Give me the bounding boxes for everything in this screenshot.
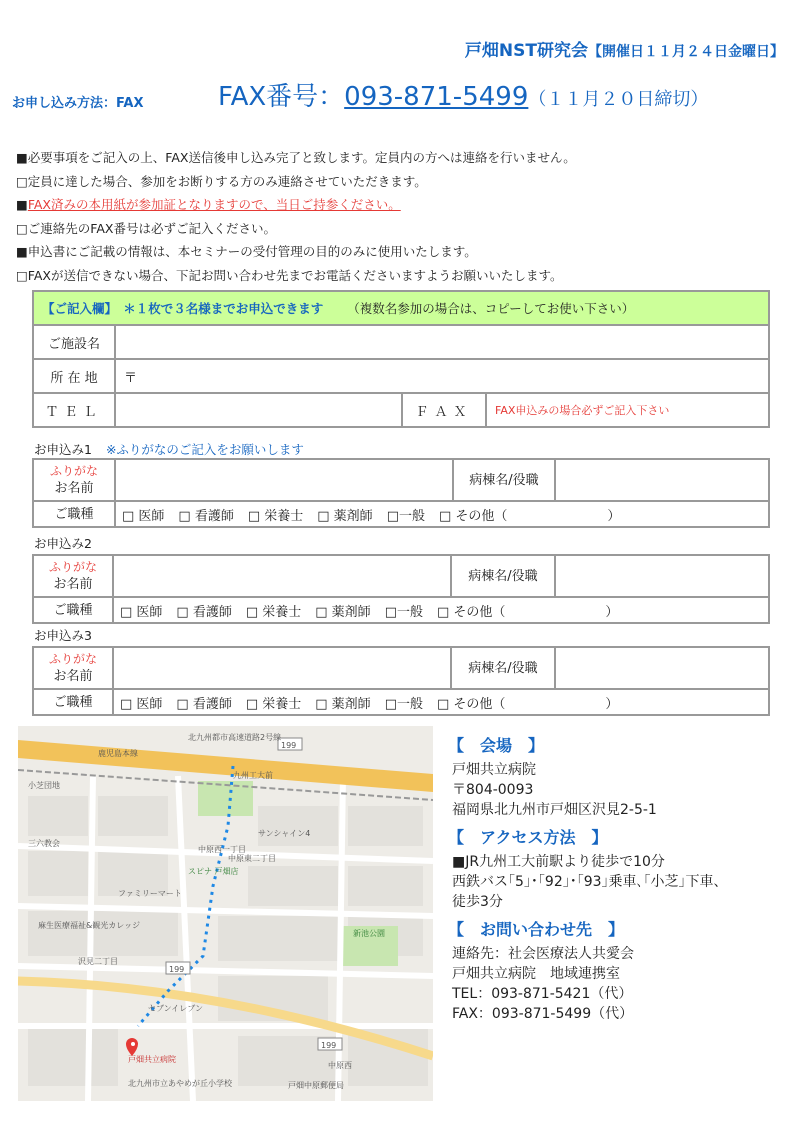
job-option-doctor[interactable]: □ 医師 (122, 508, 165, 524)
job-options (113, 689, 769, 715)
job-option-general[interactable]: □一般 (384, 604, 423, 620)
job-option-other-close: ） (605, 604, 619, 620)
ward-field[interactable] (555, 647, 769, 689)
furigana-label: ふりがな (48, 652, 97, 666)
map-label: 沢見二丁目 (78, 957, 118, 966)
fax-number-label: FAX番号： (218, 82, 345, 112)
tel-field[interactable] (115, 393, 402, 427)
address-label: 所 在 地 (33, 359, 115, 393)
application-3-title (34, 626, 92, 644)
venue-heading: 【 会場 】 (448, 736, 545, 755)
map-label: 北九州都市高速道路2号線 (188, 733, 282, 742)
job-options (115, 501, 769, 527)
map-canvas (18, 726, 433, 1101)
address-row (33, 359, 769, 393)
application-title: お申込み1 (34, 442, 92, 457)
job-option-other[interactable]: □ その他（ (436, 696, 506, 712)
job-option-dietitian[interactable]: □ 栄養士 (247, 508, 304, 524)
job-option-pharmacist[interactable]: □ 薬剤師 (315, 696, 371, 712)
note-line: □定員に達した場合、参加をお断りする方のみ連絡させていただきます。 (16, 173, 427, 189)
name-label (33, 647, 113, 689)
access-bus: 西鉄バス｢5｣･｢92｣･｢93｣乗車､｢小芝｣下車、 (452, 874, 728, 890)
note-line: ■必要事項をご記入の上、FAX送信後申し込み完了と致します。定員内の方へは連絡を行いません。 (16, 150, 576, 165)
job-option-nurse[interactable]: □ 看護師 (178, 508, 234, 524)
contact-heading: 【 お問い合わせ先 】 (448, 920, 625, 939)
name-label (33, 555, 113, 597)
application-3 (32, 646, 770, 716)
application-1-title (34, 440, 304, 458)
name-text: お名前 (53, 577, 93, 592)
name-field[interactable] (113, 647, 451, 689)
access-heading: 【 アクセス方法 】 (448, 828, 608, 847)
facility-label: ご施設名 (33, 325, 115, 359)
form-header (33, 291, 769, 325)
address-field[interactable] (115, 359, 769, 393)
job-option-other-close: ） (607, 508, 621, 524)
map-label: 北九州市立あやめが丘小学校 (128, 1079, 232, 1088)
job-label: ご職種 (33, 501, 115, 527)
job-option-dietitian[interactable]: □ 栄養士 (245, 696, 302, 712)
map-label: 鹿児島本線 (98, 749, 138, 758)
job-option-nurse[interactable]: □ 看護師 (176, 696, 232, 712)
job-option-general[interactable]: □一般 (386, 508, 425, 524)
fax-number: 093-871-5499 (344, 82, 529, 112)
job-option-pharmacist[interactable]: □ 薬剤師 (315, 604, 371, 620)
form-header-main: 【ご記入欄】 ＊１枚で３名様までお申込できます (42, 301, 324, 316)
name-row (33, 647, 769, 689)
access-walk: 徒歩3分 (452, 894, 503, 910)
application-2-title (34, 534, 92, 552)
tel-label: ＴＥＬ (33, 393, 115, 427)
name-field[interactable] (115, 459, 453, 501)
contact-department: 戸畑共立病院 地域連携室 (452, 966, 620, 982)
map-label: 戸畑中原郵便局 (288, 1081, 344, 1090)
job-option-other-close: ） (605, 696, 619, 712)
facility-row (33, 325, 769, 359)
job-option-pharmacist[interactable]: □ 薬剤師 (317, 508, 373, 524)
contact-tel: TEL：093-871-5421（代） (452, 986, 633, 1002)
map-label: 中原西一丁目 (198, 845, 246, 854)
map-label: セブンイレブン (148, 1004, 203, 1013)
job-label: ご職種 (33, 689, 113, 715)
contact-details (452, 944, 798, 1024)
ward-label: 病棟名/役職 (453, 459, 555, 501)
fax-label: ＦＡＸ (402, 393, 486, 427)
form-header-sub: （複数名参加の場合は、コピーしてお使い下さい） (347, 301, 635, 316)
venue-name: 戸畑共立病院 (452, 762, 536, 778)
name-row (33, 555, 769, 597)
map-label: 中原西 (328, 1061, 352, 1070)
map-label: 九州工大前 (233, 771, 273, 780)
deadline: （１１月２０日締切） (528, 89, 709, 110)
name-text: お名前 (54, 481, 94, 496)
furigana-label: ふりがな (49, 464, 98, 478)
fax-field[interactable] (486, 393, 769, 427)
map-label: サンシャイン4 (258, 829, 311, 838)
instructions (16, 146, 786, 288)
application-title: お申込み2 (34, 536, 92, 551)
fax-note: FAX申込みの場合必ずご記入下さい (495, 404, 670, 417)
name-label (33, 459, 115, 501)
job-row (33, 597, 769, 623)
job-option-dietitian[interactable]: □ 栄養士 (245, 604, 302, 620)
job-row (33, 689, 769, 715)
map-route-number: 199 (281, 741, 297, 750)
map-label: 中原東二丁目 (228, 854, 276, 863)
venue-details (452, 760, 798, 820)
application-method: お申し込み方法：FAX (12, 96, 144, 111)
access-details (452, 852, 798, 912)
note-line: □ご連絡先のFAX番号は必ずご記入ください。 (16, 220, 276, 236)
ward-field[interactable] (555, 459, 769, 501)
ward-label: 病棟名/役職 (451, 555, 555, 597)
map-label: 新池公園 (353, 929, 385, 938)
furigana-note: ※ふりがなのご記入をお願いします (105, 442, 304, 457)
tel-fax-row (33, 393, 769, 427)
venue-info (448, 736, 798, 1032)
map-label: 戸畑共立病院 (128, 1055, 176, 1064)
name-row (33, 459, 769, 501)
venue-address: 福岡県北九州市戸畑区沢見2-5-1 (452, 802, 657, 818)
map-label: 麻生医療福祉&観光カレッジ (38, 921, 141, 930)
job-row (33, 501, 769, 527)
application-2 (32, 554, 770, 624)
map-label: スピナ 戸畑店 (188, 867, 239, 876)
note-warning: FAX済みの本用紙が参加証となりますので、当日ご持参ください。 (27, 197, 401, 213)
ward-label: 病棟名/役職 (451, 647, 555, 689)
facility-field[interactable] (115, 325, 769, 359)
job-option-other[interactable]: □ その他（ (438, 508, 508, 524)
application-title: お申込み3 (34, 628, 92, 643)
name-field[interactable] (113, 555, 451, 597)
job-option-doctor[interactable]: □ 医師 (120, 696, 163, 712)
contact-organization: 連絡先：社会医療法人共愛会 (452, 946, 634, 962)
ward-field[interactable] (555, 555, 769, 597)
contact-fax: FAX：093-871-5499（代） (452, 1006, 634, 1022)
job-option-nurse[interactable]: □ 看護師 (176, 604, 232, 620)
note-bullet: ■ (16, 197, 28, 213)
furigana-label: ふりがな (48, 560, 97, 574)
job-option-doctor[interactable]: □ 医師 (120, 604, 163, 620)
map-route-number: 199 (321, 1041, 337, 1050)
access-train: ■JR九州工大前駅より徒歩で10分 (452, 854, 665, 870)
map-route-number: 199 (169, 965, 185, 974)
note-line: ■申込書にご記載の情報は、本セミナーの受付管理の目的のみに使用いたします。 (16, 244, 477, 260)
map-label: 小芝団地 (28, 781, 60, 790)
fax-number-line (218, 76, 708, 113)
note-line: □FAXが送信できない場合、下記お問い合わせ先までお電話くださいますようお願いいたします。 (16, 267, 563, 283)
job-option-general[interactable]: □一般 (384, 696, 423, 712)
event-name: 戸畑NST研究会 (464, 41, 588, 61)
note-line (16, 193, 786, 217)
postal-mark: 〒 (124, 370, 138, 386)
venue-postal: 〒804-0093 (452, 782, 534, 798)
job-options (113, 597, 769, 623)
event-title (465, 36, 784, 61)
name-text: お名前 (53, 669, 93, 684)
application-1 (32, 458, 770, 528)
contact-form (32, 290, 770, 428)
event-date: 【開催日１１月２４日金曜日】 (588, 44, 784, 60)
access-map[interactable] (18, 726, 433, 1101)
job-option-other[interactable]: □ その他（ (436, 604, 506, 620)
map-label: ファミリーマート (118, 889, 182, 898)
job-label: ご職種 (33, 597, 113, 623)
map-label: 三六教会 (28, 839, 60, 848)
